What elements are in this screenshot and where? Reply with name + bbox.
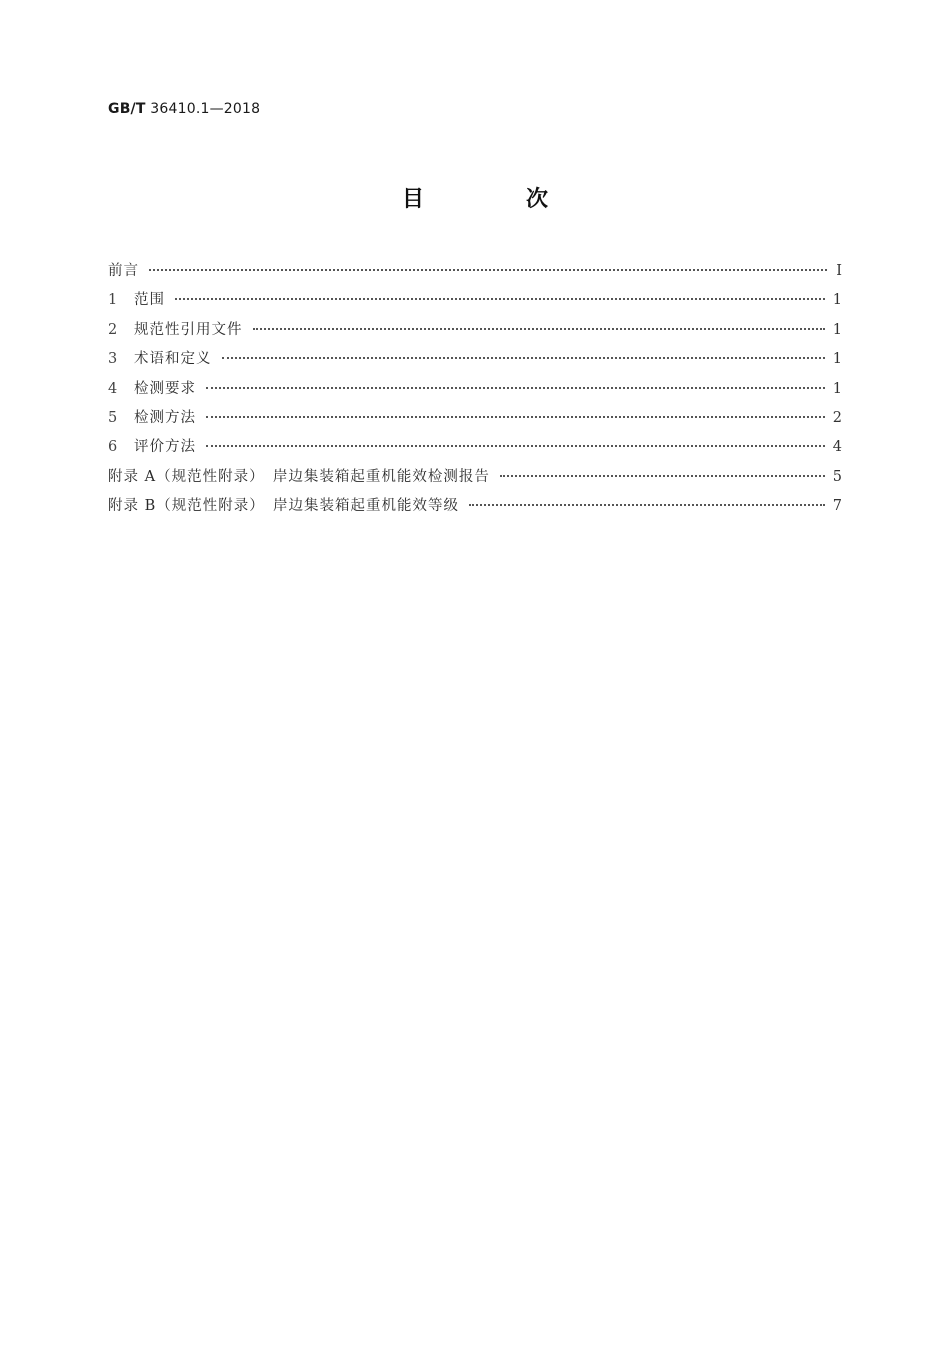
toc-entry-number: 3 (108, 351, 119, 368)
page-title: 目 次 (401, 187, 588, 212)
toc-entry-page: 2 (832, 409, 843, 426)
toc-entry-test-requirements[interactable] (108, 377, 843, 406)
toc-entry-number: 4 (108, 380, 119, 397)
toc-entry-page: 5 (832, 468, 843, 485)
toc-entry-page: 1 (832, 321, 843, 338)
standard-header (108, 101, 260, 117)
dot-leader (149, 269, 827, 271)
toc-entry-label: 检测要求 (134, 380, 196, 397)
standard-code: GB/T (108, 101, 146, 117)
toc-entry-label: 术语和定义 (134, 351, 212, 368)
toc-entry-page: 1 (832, 292, 843, 309)
toc-entry-number: 2 (108, 321, 119, 338)
toc-entry-label: 规范性引用文件 (134, 321, 243, 338)
toc-entry-number: 5 (108, 409, 119, 426)
toc-entry-foreword[interactable] (108, 259, 843, 288)
toc-entry-label: 评价方法 (134, 439, 196, 456)
standard-number: 36410.1—2018 (150, 101, 261, 117)
toc-entry-label: 附录 A（规范性附录） 岸边集装箱起重机能效检测报告 (108, 468, 490, 485)
dot-leader (253, 328, 825, 330)
toc-entry-annex-b[interactable] (108, 494, 843, 523)
toc-entry-page: 1 (832, 351, 843, 368)
toc-entry-evaluation-methods[interactable] (108, 435, 843, 464)
toc-entry-page: Ⅰ (836, 263, 843, 279)
toc-entry-page: 4 (832, 439, 843, 456)
dot-leader (469, 504, 825, 506)
toc-entry-normative-references[interactable] (108, 318, 843, 347)
toc-entry-label: 范围 (134, 292, 165, 309)
table-of-contents (108, 259, 843, 524)
dot-leader (206, 445, 825, 447)
toc-entry-number: 6 (108, 439, 119, 456)
dot-leader (500, 475, 825, 477)
toc-entry-annex-a[interactable] (108, 465, 843, 494)
dot-leader (175, 298, 825, 300)
toc-entry-label: 附录 B（规范性附录） 岸边集装箱起重机能效等级 (108, 498, 460, 515)
toc-entry-label: 前言 (108, 263, 139, 279)
toc-entry-scope[interactable] (108, 288, 843, 317)
dot-leader (222, 357, 825, 359)
toc-entry-page: 1 (832, 380, 843, 397)
toc-entry-number: 1 (108, 292, 119, 309)
toc-entry-terms-definitions[interactable] (108, 347, 843, 376)
dot-leader (206, 416, 825, 418)
toc-entry-test-methods[interactable] (108, 406, 843, 435)
toc-entry-page: 7 (832, 498, 843, 515)
toc-entry-label: 检测方法 (134, 409, 196, 426)
dot-leader (206, 387, 825, 389)
